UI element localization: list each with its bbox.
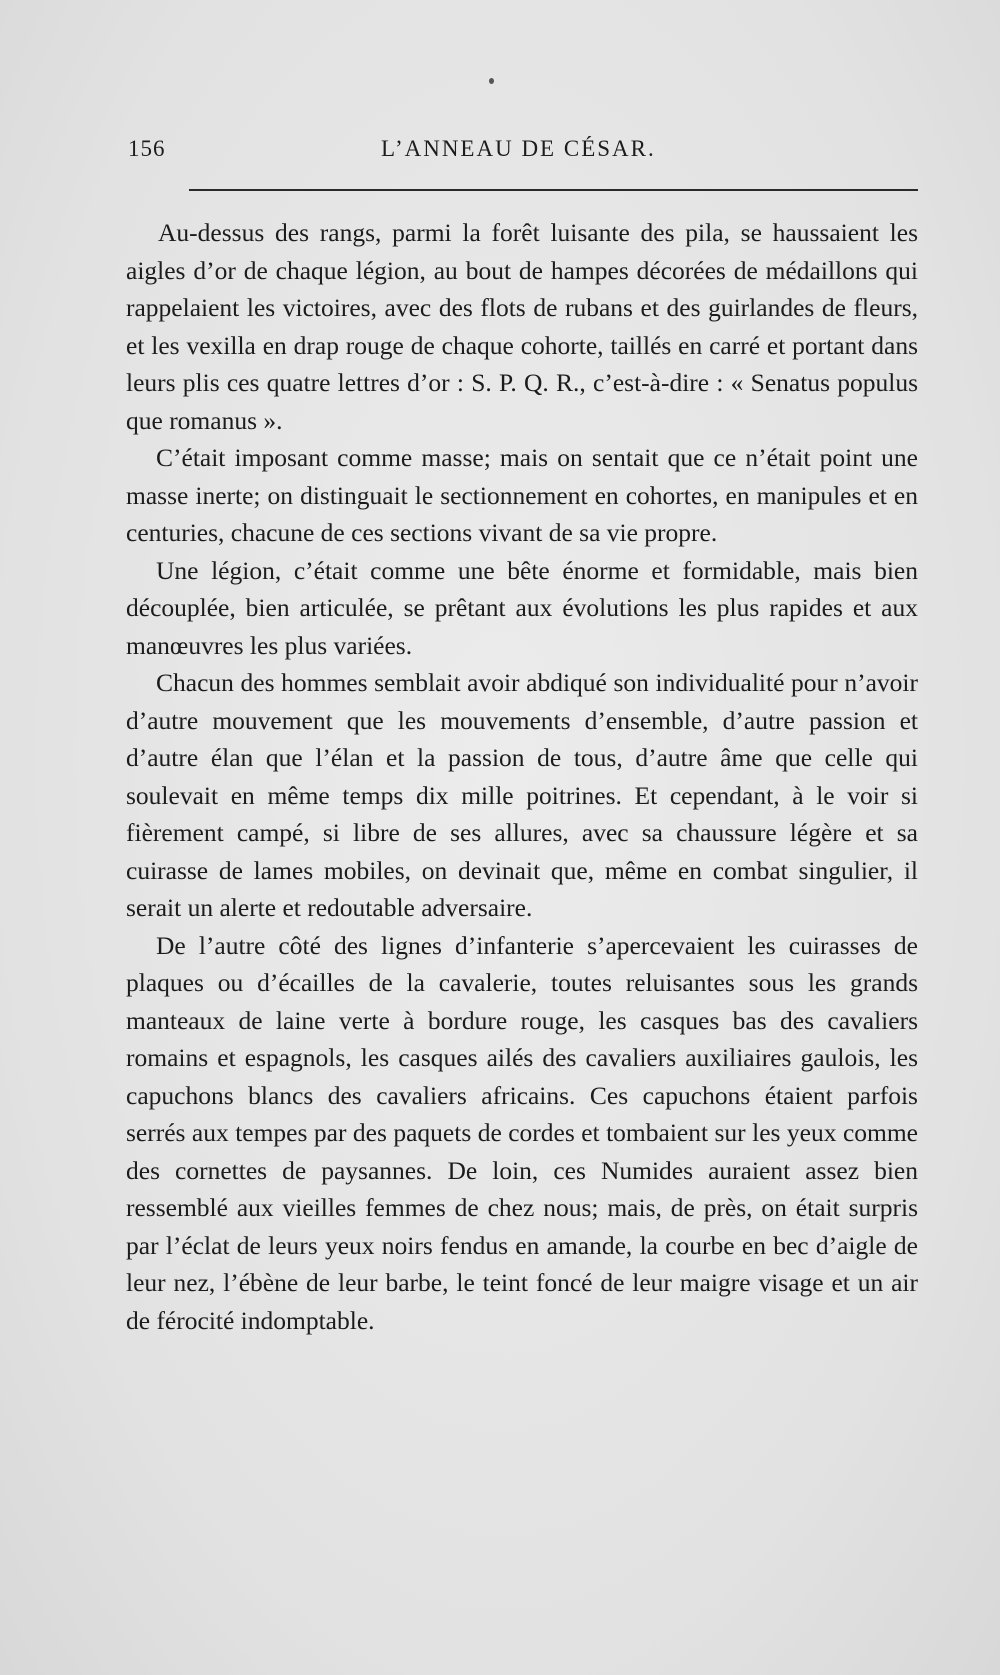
page-number: 156 xyxy=(128,136,166,161)
body-text xyxy=(126,214,918,1339)
running-title: L’ANNEAU DE CÉSAR. xyxy=(381,136,656,161)
paragraph: De l’autre côté des lignes d’infanterie s’apercevaient les cuirasses de plaques ou d’écailles de la cavalerie, toutes reluisantes sous les grands manteaux de laine verte à bordure rouge, les casques bas des cavaliers romains et espagnols, les casques ailés des cavaliers auxiliaires gaulois, les capuchons blancs des cavaliers africains. Ces capuchons étaient parfois serrés aux tempes par des paquets de cordes et tombaient sur les yeux comme des cornettes de paysannes. De loin, ces Numides auraient assez bien ressemblé aux vieilles femmes de chez nous; mais, de près, on était surpris par l’éclat de leurs yeux noirs fendus en amande, la courbe en bec d’aigle de leur nez, l’ébène de leur barbe, le teint foncé de leur maigre visage et un air de férocité indomptable. xyxy=(126,930,918,1335)
page-header xyxy=(128,136,918,170)
paragraph: Chacun des hommes semblait avoir abdiqué son individualité pour n’avoir d’autre mouvement que les mouvements d’ensemble, d’autre passion et d’autre élan que l’élan et la passion de tous, d’autre âme que celle qui soulevait en même temps dix mille poitrines. Et cependant, à le voir si fièrement campé, si libre de ses allures, avec sa chaussure légère et sa cuirasse de lames mobiles, on devinait que, même en combat singulier, il serait un alerte et redoutable adversaire. xyxy=(126,668,918,922)
paragraph: Une légion, c’était comme une bête énorme et formidable, mais bien découplée, bien articulée, se prêtant aux évolutions les plus rapides et aux manœuvres les plus variées. xyxy=(126,555,918,660)
paragraph: Au-dessus des rangs, parmi la forêt luisante des pila, se haussaient les aigles d’or de chaque légion, au bout de hampes décorées de médaillons qui rappelaient les victoires, avec des flots de rubans et des guirlandes de fleurs, et les vexilla en drap rouge de chaque cohorte, taillés en carré et portant dans leurs plis ces quatre lettres d’or : S. P. Q. R., c’est-à-dire : « Senatus populus que romanus ». xyxy=(126,218,918,435)
header-rule xyxy=(189,189,918,191)
ink-speck xyxy=(489,78,494,84)
paragraph: C’était imposant comme masse; mais on sentait que ce n’était point une masse inerte; on distinguait le sectionnement en cohortes, en manipules et en centuries, chacune de ces sections vivant de sa vie propre. xyxy=(126,443,918,547)
